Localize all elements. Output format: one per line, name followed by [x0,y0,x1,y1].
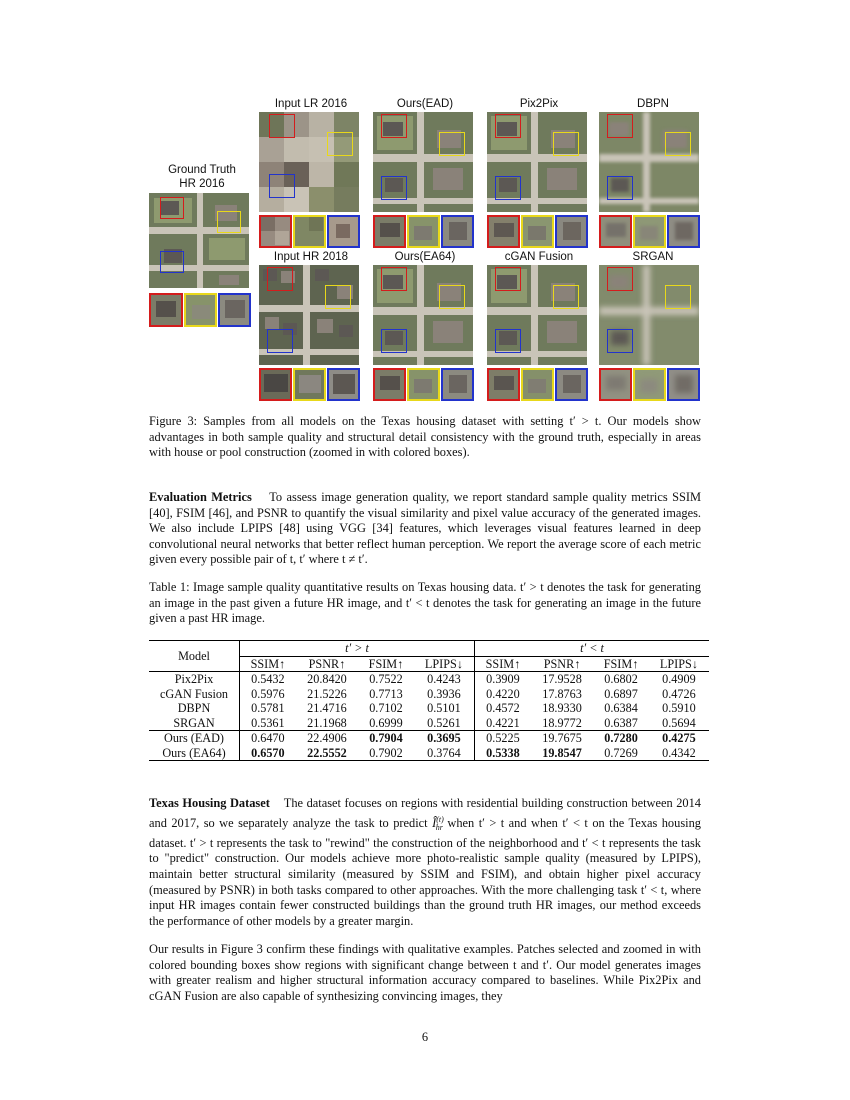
math-superscript: (t) [436,814,444,824]
value-cell: 18.9772 [542,715,582,730]
srgan-image [599,265,699,365]
pix2pix-image [487,112,587,212]
dbpn-image [599,112,699,212]
table-caption: Table 1: Image sample quality quantitative results on Texas housing data. t′ > t denotes the task for generating an image in the past given a future HR image, and t′ < t denotes the task for generating an image in the future given a past HR image. [149,580,701,626]
metric-header: SSIM↑ [475,656,531,672]
value-cell: 0.3909 [486,672,520,686]
figure-caption: Figure 3: Samples from all models on the Texas housing dataset with setting t′ > t. Our models show advantages in both sample quality and structural detail consistency with the ground truth, especially in areas with house or pool construction (zoomed in with colored boxes). [149,414,701,460]
value-cell: 0.6387 [604,715,638,730]
dbpn-yellow-patch [633,215,666,248]
eval-metrics-heading: Evaluation Metrics [149,490,252,504]
title-cgan-fusion: cGAN Fusion [504,251,574,263]
ea64-red-patch [373,368,406,401]
value-cell: 20.8420 [307,672,347,686]
eval-metrics-paragraph [149,490,701,568]
value-cell: 0.5976 [251,686,285,701]
value-cell: 0.6384 [604,701,638,715]
math-subscript: hr [435,823,443,833]
model-header: Model [149,641,240,672]
metric-header: SSIM↑ [240,656,296,672]
value-cell: 19.7675 [542,731,582,745]
hr-blue-patch [327,368,360,401]
value-cell: 0.4221 [486,715,520,730]
value-cell: 0.3695 [414,731,475,746]
value-cell: 0.7713 [369,686,403,701]
table-row [149,716,709,731]
cgan-red-patch [487,368,520,401]
value-cell: 0.7902 [369,745,403,760]
value-cell: 0.3936 [414,687,475,702]
texas-p1-b: when t′ > t and when t′ < t on the Texas housing dataset. t′ > t represents the task to "rewind" the construction of the neighborhood and t′ < t represents the task to "predict" construction. Our models achieve more photo-realistic sample quality (measured by LPIPS), maintain better structural similarity (measured by SSIM and FSIM), and obtain higher pixel accuracy (measured by PSNR) in both tasks compared to other approaches. With the more challenging task t′ < t, where input HR images contain fewer constructed buildings than the ground truth HR images, our method exceeds the performance of other models by a greater margin. [149,815,701,928]
texas-paragraph-1 [149,796,701,929]
group-future-header: t′ < t [580,641,604,655]
p2p-blue-patch [555,215,588,248]
value-cell: 0.7102 [369,701,403,715]
model-cell: Ours (EA64) [149,746,240,761]
value-cell: 0.7280 [604,731,638,745]
value-cell: 0.5261 [414,716,475,731]
ea64-yellow-patch [407,368,440,401]
value-cell: 0.4572 [486,701,520,715]
value-cell: 0.4726 [662,686,696,701]
metric-header: PSNR↑ [296,656,358,672]
ead-blue-patch [441,215,474,248]
lr-yellow-patch [293,215,326,248]
value-cell: 0.5101 [414,701,475,716]
srgan-yellow-patch [633,368,666,401]
ours-ead-image [373,112,473,212]
value-cell: 17.8763 [542,686,582,701]
srgan-blue-patch [667,368,700,401]
ead-red-patch [373,215,406,248]
cgan-yellow-patch [521,368,554,401]
group-past-header: t′ > t [240,641,475,657]
value-cell: 0.6999 [369,715,403,730]
value-cell: 0.4243 [414,672,475,687]
value-cell: 0.5432 [251,672,285,686]
value-cell: 0.5910 [662,701,696,715]
ours-ea64-image [373,265,473,365]
title-ours-ea64: Ours(EA64) [394,251,456,263]
value-cell: 0.4220 [486,686,520,701]
cgan-fusion-image [487,265,587,365]
value-cell: 0.5361 [251,715,285,730]
p2p-red-patch [487,215,520,248]
texas-p1-a: The dataset focuses on regions with residential building construction between 2014 and 2017, so we separately analyze the task to predict [149,796,701,830]
value-cell: 21.1968 [307,715,347,730]
value-cell: 0.5225 [486,731,520,745]
title-dbpn: DBPN [637,98,669,110]
results-table [149,640,709,761]
gt-title-line1: Ground Truth [168,164,236,176]
value-cell: 18.9330 [542,701,582,715]
metric-header: FSIM↑ [358,656,414,672]
ead-yellow-patch [407,215,440,248]
value-cell: 0.7522 [369,672,403,686]
title-input-hr-2018: Input HR 2018 [273,251,349,263]
value-cell: 0.5694 [662,715,696,730]
value-cell: 0.6470 [251,731,285,745]
srgan-red-patch [599,368,632,401]
value-cell: 0.4342 [662,745,696,760]
texas-paragraph-2: Our results in Figure 3 confirm these findings with qualitative examples. Patches selected and zoomed in with colored bounding boxes show regions with significant change between t and t′. Our model generates images with greater realism and higher structural information accuracy compared to baselines. While Pix2Pix and cGAN Fusion are also capable of synthesizing convincing images, they [149,942,701,1003]
value-cell: 0.5338 [486,745,520,760]
model-cell: cGAN Fusion [149,687,240,702]
table-row [149,672,709,687]
model-cell: Ours (EAD) [149,731,240,746]
value-cell: 0.6802 [604,672,638,686]
model-cell: DBPN [149,701,240,716]
dbpn-red-patch [599,215,632,248]
title-ours-ead: Ours(EAD) [396,98,454,110]
model-cell: SRGAN [149,716,240,731]
lr-red-patch [259,215,292,248]
gt-title-line2: HR 2016 [179,178,225,190]
value-cell: 0.4275 [662,731,696,745]
value-cell: 22.4906 [307,731,347,745]
value-cell: 0.6897 [604,686,638,701]
gt-blue-patch [218,293,251,327]
hr-red-patch [259,368,292,401]
ground-truth-image [149,193,249,288]
value-cell: 0.7269 [604,745,638,760]
metric-header: PSNR↑ [531,656,593,672]
value-cell: 0.3764 [414,746,475,761]
cgan-blue-patch [555,368,588,401]
table-row [149,687,709,702]
math-symbol-base: Î [432,815,437,830]
value-cell: 21.4716 [307,701,347,715]
gt-red-patch [149,293,183,327]
value-cell: 17.9528 [542,672,582,686]
lr-blue-patch [327,215,360,248]
input-lr-2016-image [259,112,359,212]
value-cell: 0.7904 [369,731,403,745]
table-row [149,731,709,746]
texas-heading: Texas Housing Dataset [149,796,270,810]
value-cell: 0.4909 [662,672,696,686]
value-cell: 0.6570 [251,745,285,760]
metric-header: FSIM↑ [593,656,649,672]
title-input-lr-2016: Input LR 2016 [274,98,348,110]
table-row [149,746,709,761]
table-row [149,701,709,716]
title-pix2pix: Pix2Pix [519,98,559,110]
math-symbol [432,814,444,833]
p2p-yellow-patch [521,215,554,248]
value-cell: 0.5781 [251,701,285,715]
page-number: 6 [421,1030,429,1044]
metric-header: LPIPS↓ [649,656,709,672]
dbpn-blue-patch [667,215,700,248]
model-cell: Pix2Pix [149,672,240,687]
ea64-blue-patch [441,368,474,401]
value-cell: 19.8547 [542,745,582,760]
eval-metrics-body: To assess image generation quality, we report standard sample quality metrics SSIM [40], FSIM [46], and PSNR to quantify the visual similarity and pixel value accuracy of the generated images. We also include LPIPS [48] using VGG [34] features, which leverages visual features learned in deep convolutional neural networks that better reflect human perception. We report the average score of each metric given every possible pair of t, t′ where t ≠ t′. [149,490,701,567]
title-srgan: SRGAN [632,251,674,263]
input-hr-2018-image [259,265,359,365]
value-cell: 21.5226 [307,686,347,701]
value-cell: 22.5552 [307,745,347,760]
hr-yellow-patch [293,368,326,401]
metric-header: LPIPS↓ [414,656,475,672]
gt-yellow-patch [184,293,217,327]
